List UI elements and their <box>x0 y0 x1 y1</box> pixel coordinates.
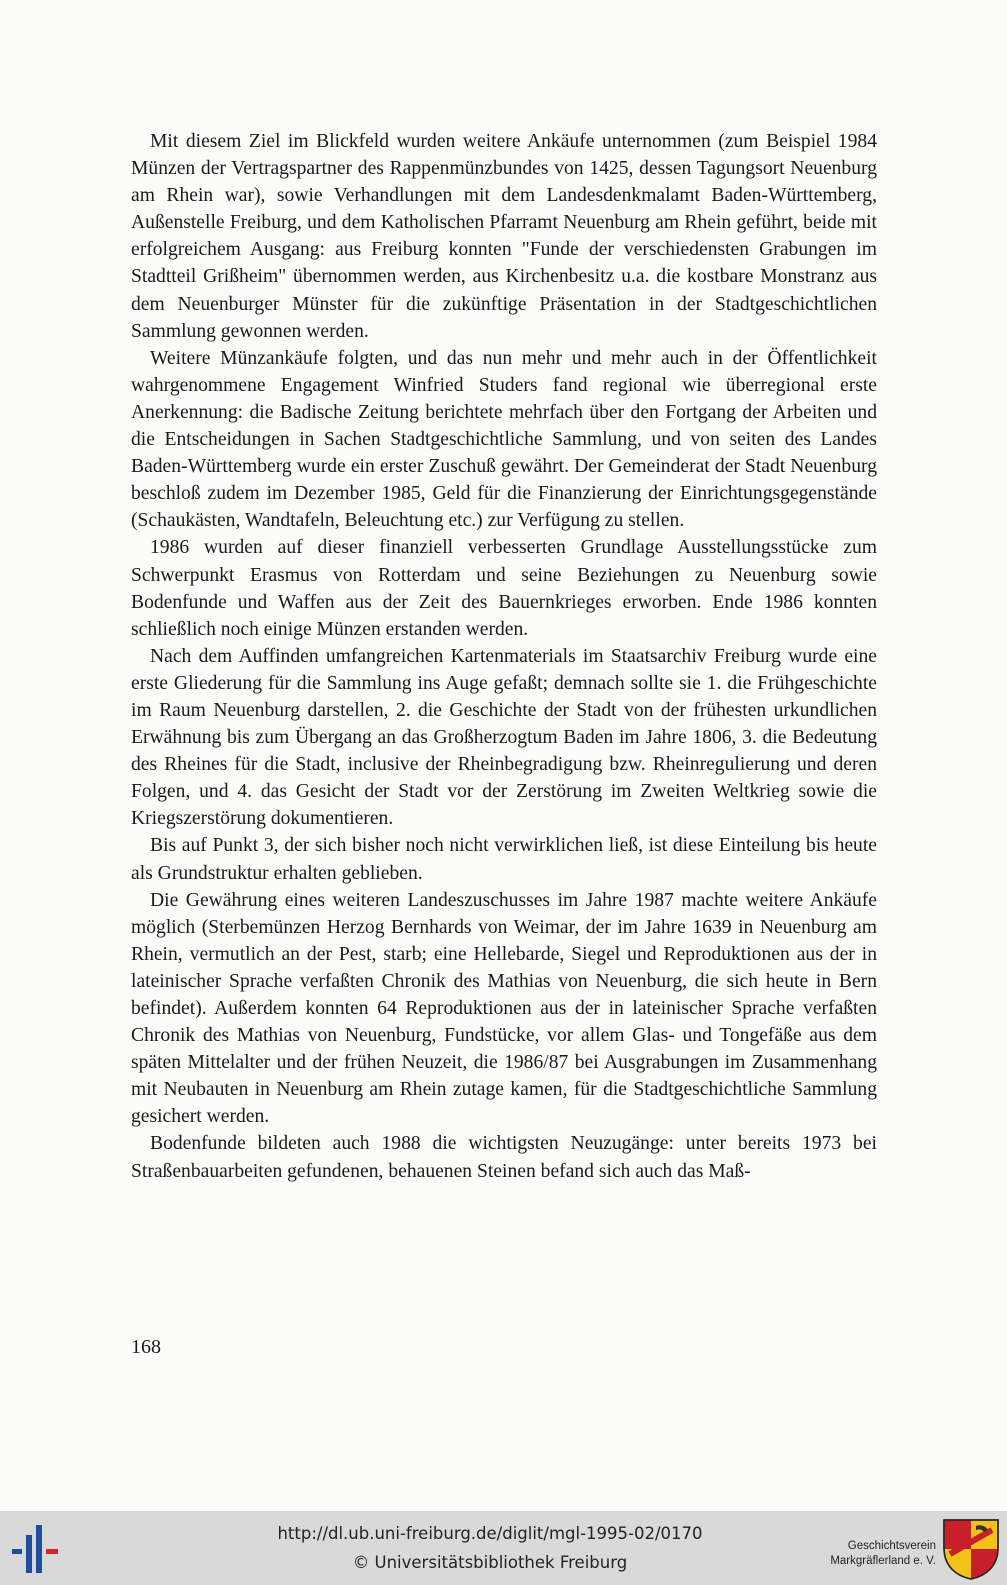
paragraph-7: Bodenfunde bildeten auch 1988 die wichtigsten Neuzugänge: unter bereits 1973 bei Straßenbauarbeiten gefundenen, behauenen Steinen befand sich auch das Maß- <box>131 1133 877 1182</box>
paragraph-5: Bis auf Punkt 3, der sich bisher noch nicht verwirklichen ließ, ist diese Einteilung bis heute als Grundstruktur erhalten geblieben. <box>131 835 877 884</box>
page-number: 168 <box>131 1336 161 1358</box>
paragraph-2: Weitere Münzankäufe folgten, und das nun mehr und mehr auch in der Öffentlichkeit wahrgenommene Engagement Winfried Studers fand regional wie überregional erste Anerkennung: die Badische Zeitung berichtete mehrfach über den Fortgang der Arbeiten und die Entscheidungen in Sachen Stadtgeschichtliche Sammlung, und von seiten des Landes Baden-Württemberg wurde ein erster Zuschuß gewährt. Der Gemeinderat der Stadt Neuenburg beschloß zudem im Dezember 1985, Geld für die Finanzierung der Einrichtungsgegenstände (Schaukästen, Wandtafeln, Beleuchtung etc.) zur Verfügung zu stellen. <box>131 347 877 532</box>
society-name-line-2: Markgräflerland e. V. <box>830 1555 936 1567</box>
footer-bar <box>0 1511 1007 1585</box>
society-name-line-1: Geschichtsverein <box>847 1540 936 1552</box>
society-name <box>796 1539 936 1569</box>
paragraph-1: Mit diesem Ziel im Blickfeld wurden weitere Ankäufe unternommen (zum Beispiel 1984 Münzen der Vertragspartner des Rappenmünzbundes von 1425, dessen Tagungsort Neuenburg am Rhein war), sowie Verhandlungen mit dem Landesdenkmalamt Baden-Württemberg, Außenstelle Freiburg, und dem Katholischen Pfarramt Neuenburg am Rhein geführt, beide mit erfolgreichem Ausgang: aus Freiburg konnten "Funde der verschiedensten Grabungen im Stadtteil Grißheim" übernommen werden, aus Kirchenbesitz u.a. die kostbare Monstranz aus dem Neuenburger Münster für die zukünftige Präsentation in der Stadtgeschichtlichen Sammlung gewonnen werden. <box>131 131 877 342</box>
coat-of-arms-icon <box>942 1518 1000 1580</box>
body-text <box>131 128 877 1185</box>
paragraph-3: 1986 wurden auf dieser finanziell verbesserten Grundlage Ausstellungsstücke zum Schwerpunkt Erasmus von Rotterdam und seine Beziehungen zu Neuenburg sowie Bodenfunde und Waffen aus der Zeit des Bauernkrieges erworben. Ende 1986 konnten schließlich noch einige Münzen erstanden werden. <box>131 537 877 640</box>
copyright-notice: © Universitätsbibliothek Freiburg <box>352 1553 628 1572</box>
paragraph-4: Nach dem Auffinden umfangreichen Kartenmaterials im Staatsarchiv Freiburg wurde eine erste Gliederung für die Sammlung ins Auge gefaßt; demnach sollte sie 1. die Frühgeschichte im Raum Neuenburg darstellen, 2. die Geschichte der Stadt von der frühesten urkundlichen Erwähnung bis zum Übergang an das Großherzogtum Baden im Jahre 1806, 3. die Bedeutung des Rheines für die Stadt, inclusive der Rheinbegradigung bzw. Rheinregulierung und deren Folgen, und 4. das Gesicht der Stadt vor der Zerstörung im Zweiten Weltkrieg sowie die Kriegszerstörung dokumentieren. <box>131 645 877 830</box>
paragraph-6: Die Gewährung eines weiteren Landeszuschusses im Jahre 1987 machte weitere Ankäufe möglich (Sterbemünzen Herzog Bernhards von Weimar, der im Jahre 1639 in Neuenburg am Rhein, vermutlich an der Pest, starb; eine Hellebarde, Siegel und Reproduktionen aus der in lateinischer Sprache verfaßten Chronik des Mathias von Neuenburg, die sich heute in Bern befindet). Außerdem konnten 64 Reproduktionen aus der in lateinischer Sprache verfaßten Chronik des Mathias von Neuenburg, Fundstücke, vor allem Glas- und Tongefäße aus dem späten Mittelalter und der frühen Neuzeit, die 1986/87 bei Ausgrabungen im Zusammenhang mit Neubauten in Neuenburg am Rhein zutage kamen, für die Stadtgeschichtliche Sammlung gesichert werden. <box>131 889 877 1128</box>
document-url[interactable]: http://dl.ub.uni-freiburg.de/diglit/mgl-1995-02/0170 <box>277 1524 703 1543</box>
library-logo-icon <box>10 1521 64 1577</box>
